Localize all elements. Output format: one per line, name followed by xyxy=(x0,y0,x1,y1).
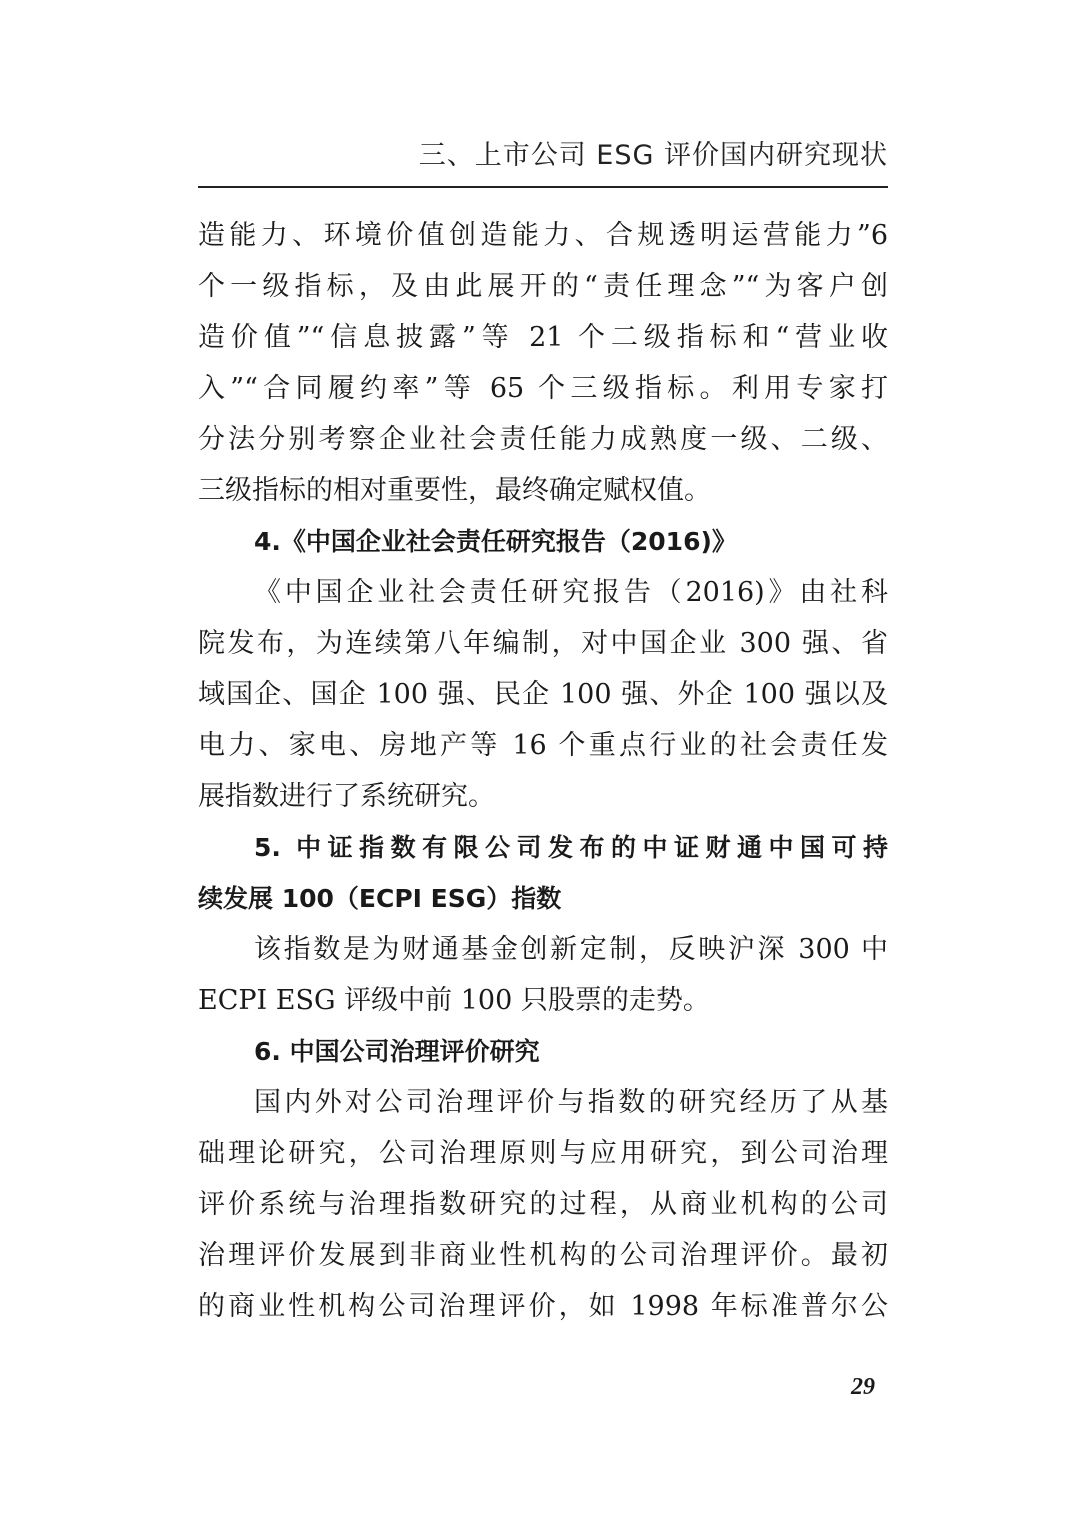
text-line: 国内外对公司治理评价与指数的研究经历了从基 xyxy=(254,1087,888,1118)
text-line: 个一级指标，及由此展开的“责任理念”“为客户创 xyxy=(198,271,888,302)
page-number: 29 xyxy=(851,1374,875,1400)
section-heading-5: 5. 中证指数有限公司发布的中证财通中国可持 xyxy=(254,833,888,862)
text-line: 域国企、国企 100 强、民企 100 强、外企 100 强以及 xyxy=(198,679,888,710)
text-line: 入”“合同履约率”等 65 个三级指标。利用专家打 xyxy=(198,373,888,404)
section-heading-4: 4.《中国企业社会责任研究报告（2016)》 xyxy=(254,527,737,556)
text-line: 治理评价发展到非商业性机构的公司治理评价。最初 xyxy=(198,1240,888,1271)
text-line: 电力、家电、房地产等 16 个重点行业的社会责任发 xyxy=(198,730,888,761)
header-rule xyxy=(198,186,888,188)
text-line: 造价值”“信息披露”等 21 个二级指标和“营业收 xyxy=(198,322,888,353)
text-line: 三级指标的相对重要性，最终确定赋权值。 xyxy=(198,475,711,506)
text-line: 分法分别考察企业社会责任能力成熟度一级、二级、 xyxy=(198,424,888,455)
text-line: 础理论研究，公司治理原则与应用研究，到公司治理 xyxy=(198,1138,888,1169)
text-line: 院发布，为连续第八年编制，对中国企业 300 强、省 xyxy=(198,628,888,659)
text-line: 造能力、环境价值创造能力、合规透明运营能力”6 xyxy=(198,220,888,251)
text-line: 该指数是为财通基金创新定制，反映沪深 300 中 xyxy=(254,934,888,965)
running-header: 三、上市公司 ESG 评价国内研究现状 xyxy=(418,140,888,171)
text-line: 《中国企业社会责任研究报告（2016)》由社科 xyxy=(254,577,888,608)
text-line: 评价系统与治理指数研究的过程，从商业机构的公司 xyxy=(198,1189,888,1220)
section-heading-5-cont: 续发展 100（ECPI ESG）指数 xyxy=(198,884,562,913)
text-line: ECPI ESG 评级中前 100 只股票的走势。 xyxy=(198,985,710,1016)
text-line: 的商业性机构公司治理评价，如 1998 年标准普尔公 xyxy=(198,1291,888,1322)
section-heading-6: 6. 中国公司治理评价研究 xyxy=(254,1037,540,1066)
body-text xyxy=(198,210,888,1332)
text-line: 展指数进行了系统研究。 xyxy=(198,781,495,812)
